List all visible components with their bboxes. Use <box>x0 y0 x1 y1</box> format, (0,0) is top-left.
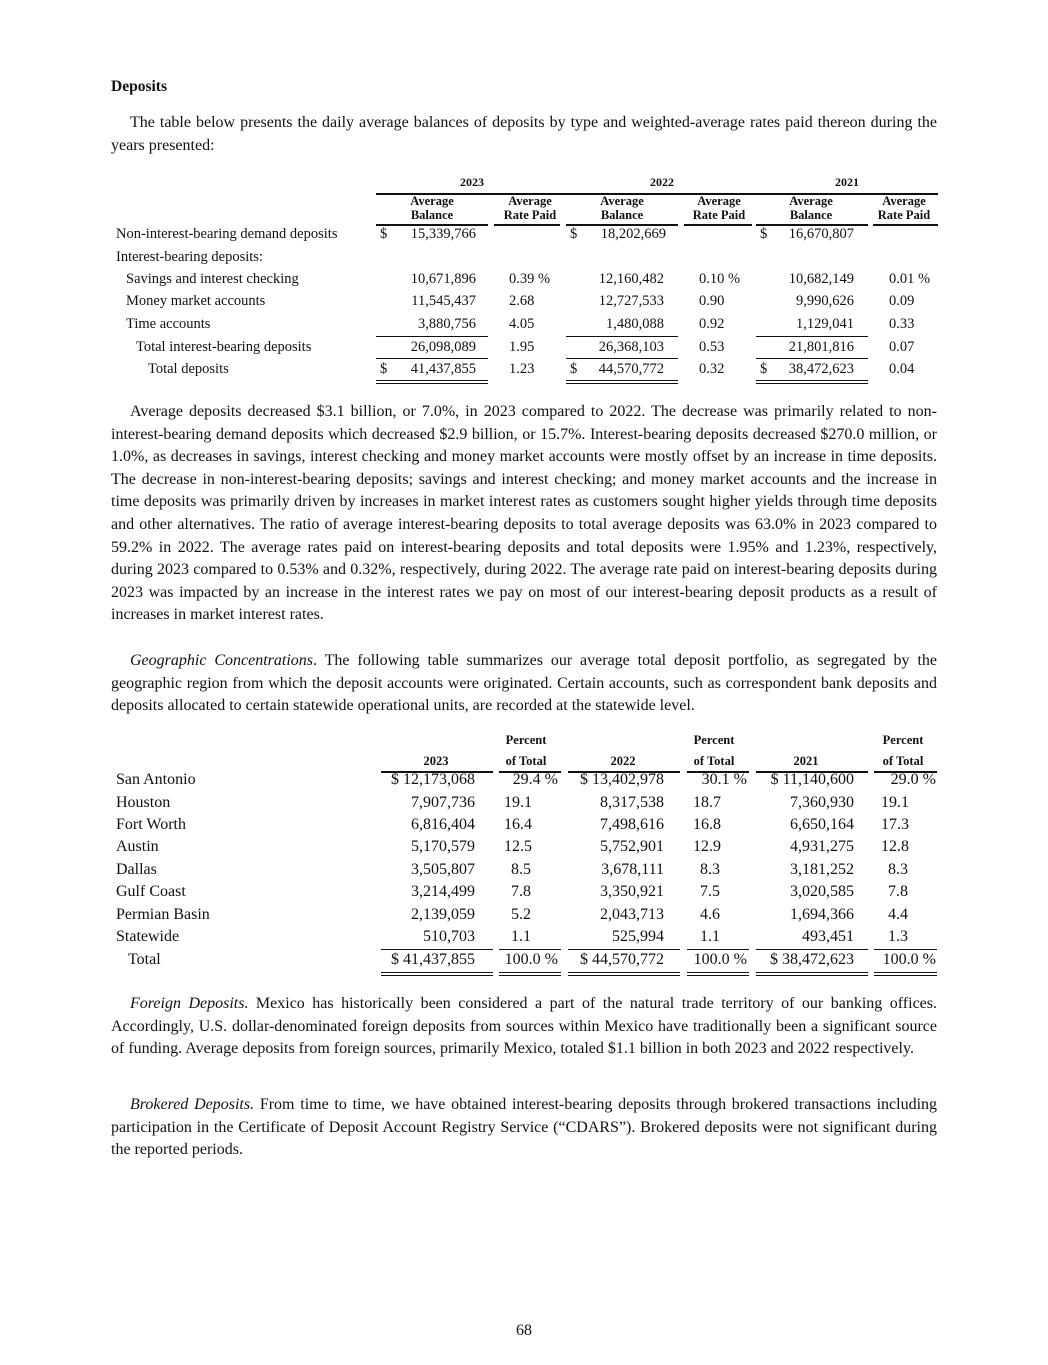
total-double-rule <box>687 972 749 976</box>
col-header-2021: 2021 <box>793 754 819 768</box>
col-header-avg-balance: Average Balance <box>789 194 833 222</box>
col-header-percent: Percent <box>882 733 924 747</box>
total-double-rule <box>874 972 937 976</box>
col-header-2022: 2022 <box>610 754 636 768</box>
subtotal-rule <box>376 358 488 359</box>
total-double-rule <box>381 972 493 976</box>
total-double-rule <box>756 972 868 976</box>
table-row: Permian Basin 2,139,059 5.2 2,043,713 4.6 1,694,366 4.4 <box>116 906 908 923</box>
col-header-percent: Percent <box>693 733 735 747</box>
total-double-rule <box>566 380 678 384</box>
subtotal-rule <box>499 949 561 950</box>
subtotal-rule <box>756 336 868 337</box>
table-row: San Antonio $ 12,173,068 29.4 % $ 13,402,978 30.1 % $ 11,140,600 29.0 % <box>116 771 936 788</box>
table-row: Dallas 3,505,807 8.5 3,678,111 8.3 3,181,252 8.3 <box>116 861 908 878</box>
col-header-of-total: of Total <box>505 754 547 768</box>
subtotal-rule <box>568 949 680 950</box>
foreign-deposits-paragraph: Foreign Deposits. Mexico has historically been considered a part of the natural trade territory of our banking offices. Accordingly, U.S. dollar-denominated foreign deposits from sources within Mexico have traditionally been a significant source of funding. Average deposits from foreign sources, primarily Mexico, totaled $1.1 billion in both 2023 and 2022 respectively. <box>111 995 937 1058</box>
table-row: Time accounts 3,880,756 4.05 1,480,088 0.92 1,129,041 0.33 <box>126 316 915 332</box>
table-row: Austin 5,170,579 12.5 5,752,901 12.9 4,931,275 12.8 <box>116 838 909 855</box>
col-header-avg-balance: Average Balance <box>600 194 644 222</box>
subtotal-rule <box>756 949 868 950</box>
average-deposits-paragraph: Average deposits decreased $3.1 billion, or 7.0%, in 2023 compared to 2022. The decrease was primarily related to non-interest-bearing demand deposits which decreased $2.9 billion, or 15.7%. Interest-bearing deposits decreased $270.0 million, or 1.0%, as decreases in savings, interest checking and money market accounts were mostly offset by an increase in time deposits. The decrease in non-interest-bearing deposits; savings and interest checking; and money market accounts and the increase in time deposits was primarily driven by increases in market interest rates as customers sought higher yields through time deposits and other alternatives. The ratio of average interest-bearing deposits to total average deposits was 63.0% in 2023 compared to 59.2% in 2022. The average rates paid on interest-bearing deposits and total deposits were 1.95% and 1.23%, respectively, during 2023 compared to 0.53% and 0.32%, respectively, during 2022. The average rate paid on interest-bearing deposits during 2023 was impacted by an increase in the interest rates we pay on most of our interest-bearing deposit products as a result of increases in market interest rates. <box>111 403 937 624</box>
col-header-avg-rate: Average Rate Paid <box>692 194 746 222</box>
table-row: Savings and interest checking 10,671,896 0.39 % 12,160,482 0.10 % 10,682,149 0.01 % <box>126 271 931 287</box>
subtotal-rule <box>376 336 488 337</box>
table-row: Statewide 510,703 1.1 525,994 1.1 493,451 1.3 <box>116 928 908 945</box>
year-header-2021: 2021 <box>835 175 859 189</box>
col-header-percent: Percent <box>505 733 547 747</box>
table-row: Total interest-bearing deposits 26,098,089 1.95 26,368,103 0.53 21,801,816 0.07 <box>136 339 915 355</box>
section-heading: Deposits <box>111 78 167 95</box>
page-number: 68 <box>516 1322 532 1339</box>
subtotal-rule <box>381 949 493 950</box>
col-header-of-total: of Total <box>882 754 924 768</box>
col-header-of-total: of Total <box>693 754 735 768</box>
table-row: Total $ 41,437,855 100.0 % $ 44,570,772 100.0 % $ 38,472,623 100.0 % <box>128 951 936 968</box>
brokered-deposits-paragraph: Brokered Deposits. From time to time, we have obtained interest-bearing deposits through brokered transactions including participation in the Certificate of Deposit Account Registry Service (“CDARS”). Brokered deposits were not significant during the reported periods. <box>111 1096 938 1159</box>
subtotal-rule <box>756 358 868 359</box>
table-row: Total deposits $ 41,437,855 1.23 $ 44,570,772 0.32 $ 38,472,623 0.04 <box>148 361 915 377</box>
year-header-2022: 2022 <box>650 175 674 189</box>
table-row: Money market accounts 11,545,437 2.68 12,727,533 0.90 9,990,626 0.09 <box>126 293 915 309</box>
table-row: Fort Worth 6,816,404 16.4 7,498,616 16.8 6,650,164 17.3 <box>116 816 909 833</box>
total-double-rule <box>568 972 680 976</box>
col-header-2023: 2023 <box>423 754 449 768</box>
year-header-2023: 2023 <box>460 175 484 189</box>
subtotal-rule <box>566 358 678 359</box>
subtotal-rule <box>566 336 678 337</box>
table-row: Houston 7,907,736 19.1 8,317,538 18.7 7,360,930 19.1 <box>116 794 909 811</box>
col-header-avg-rate: Average Rate Paid <box>503 194 557 222</box>
col-header-avg-rate: Average Rate Paid <box>877 194 931 222</box>
intro-paragraph: The table below presents the daily average balances of deposits by type and weighted-average rates paid thereon during the years presented: <box>111 114 937 154</box>
geographic-paragraph: Geographic Concentrations. The following table summarizes our average total deposit portfolio, as segregated by the geographic region from which the deposit accounts were originated. Certain accounts, such as correspondent bank deposits and deposits allocated to certain statewide operational units, are recorded at the statewide level. <box>111 652 938 715</box>
subtotal-rule <box>687 949 749 950</box>
subtotal-rule <box>874 949 937 950</box>
total-double-rule <box>499 972 561 976</box>
col-header-avg-balance: Average Balance <box>410 194 454 222</box>
total-double-rule <box>376 380 488 384</box>
table-row: Non-interest-bearing demand deposits $ 15,339,766 $ 18,202,669 $ 16,670,807 <box>116 226 854 242</box>
total-double-rule <box>756 380 868 384</box>
table-row: Interest-bearing deposits: <box>116 249 263 265</box>
table-row: Gulf Coast 3,214,499 7.8 3,350,921 7.5 3,020,585 7.8 <box>116 883 908 900</box>
